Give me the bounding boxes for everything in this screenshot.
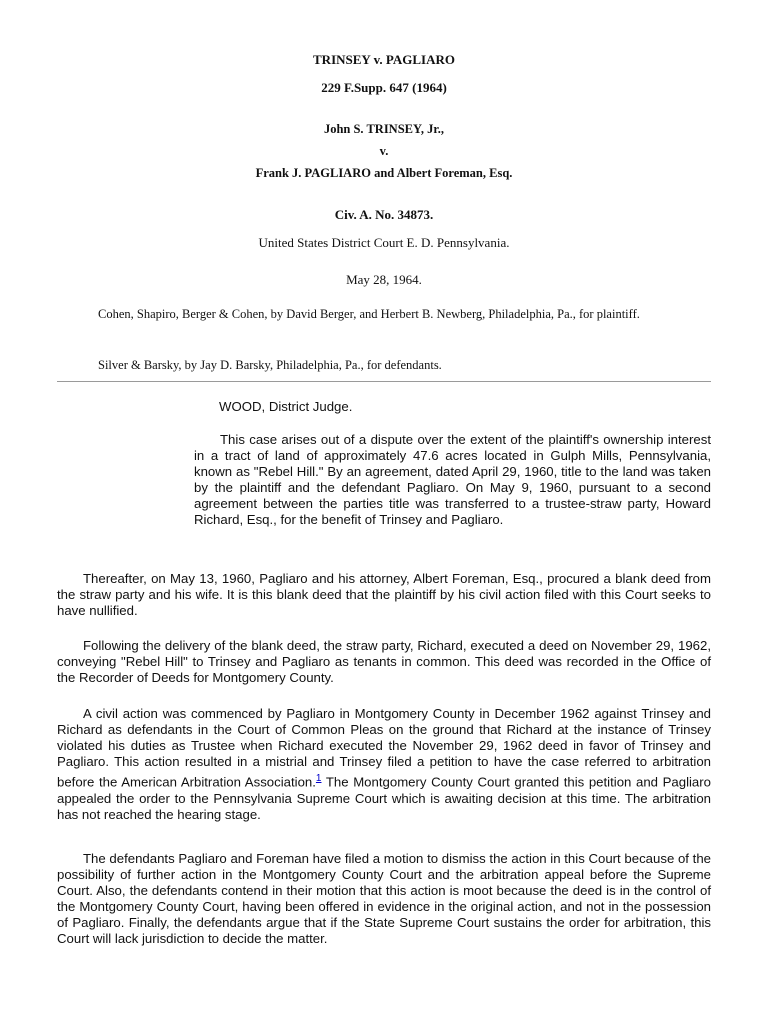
case-title: TRINSEY v. PAGLIARO (313, 52, 455, 67)
counsel-plaintiff: Cohen, Shapiro, Berger & Cohen, by David Berger, and Herbert B. Newberg, Philadelphia, Pa., for plaintiff. (98, 307, 640, 321)
paragraph-1-text: This case arises out of a dispute over the extent of the plaintiff's ownership interest in a tract of land of approximately 47.6 acres located in Gulph Mills, Pennsylvania, known as "Rebel Hill." By an agreement, dated April 29, 1960, title to the land was taken by the plaintiff and the defendant Pagliaro. On May 9, 1960, pursuant to a second agreement between the parties title was transferred to a trustee-straw party, Howard Richard, Esq., for the benefit of Trinsey and Pagliaro. (194, 432, 711, 528)
paragraph-4 (57, 706, 711, 823)
counsel-defendants: Silver & Barsky, by Jay D. Barsky, Philadelphia, Pa., for defendants. (98, 358, 442, 372)
paragraph-5: The defendants Pagliaro and Foreman have filed a motion to dismiss the action in this Court because of the possibility of further action in the Montgomery County Court and the arbitration appeal before the Supreme Court. Also, the defendants contend in their motion that this action is moot because the deed is in the control of the Montgomery County Court, having been offered in evidence in the original action, and not in the possession of Pagliaro. Finally, the defendants argue that if the State Supreme Court sustains the order for arbitration, this Court will lack jurisdiction to decide the matter. (57, 851, 711, 947)
decision-date: May 28, 1964. (346, 272, 422, 287)
versus: v. (379, 144, 389, 158)
paragraph-3: Following the delivery of the blank deed, the straw party, Richard, executed a deed on November 29, 1962, conveying "Rebel Hill" to Trinsey and Pagliaro as tenants in common. This deed was recorded in the Office of the Recorder of Deeds for Montgomery County. (57, 638, 711, 686)
citation: 229 F.Supp. 647 (1964) (321, 80, 447, 95)
court-name: United States District Court E. D. Pennsylvania. (258, 235, 510, 250)
divider (57, 381, 711, 382)
plaintiff-name: John S. TRINSEY, Jr., (323, 122, 445, 136)
footnote-link[interactable]: 1 (315, 773, 322, 785)
judge-heading: WOOD, District Judge. (219, 399, 353, 414)
paragraph-4-text-a: A civil action was commenced by Pagliaro in Montgomery County in December 1962 against Trinsey and Richard as defendants in the Court of Common Pleas on the ground that Richard at the instance of Trinsey violated his duties as Trustee when Richard executed the November 29, 1962 deed in favor of Trinsey and Pagliaro. This action resulted in a mistrial and Trinsey filed a petition to have the case referred to arbitration before the American Arbitration Association. (57, 706, 711, 790)
docket-number: Civ. A. No. 34873. (334, 207, 434, 222)
paragraph-4-text-b: The Montgomery County Court granted this petition and Pagliaro appealed the order to the Pennsylvania Supreme Court which is awaiting decision at this time. The arbitration has not reached the hearing stage. (57, 774, 711, 822)
defendants-names: Frank J. PAGLIARO and Albert Foreman, Esq. (255, 166, 513, 180)
paragraph-1 (57, 432, 711, 544)
paragraph-2: Thereafter, on May 13, 1960, Pagliaro and his attorney, Albert Foreman, Esq., procured a blank deed from the straw party and his wife. It is this blank deed that the plaintiff by his civil action filed with this Court seeks to have nullified. (57, 571, 711, 619)
